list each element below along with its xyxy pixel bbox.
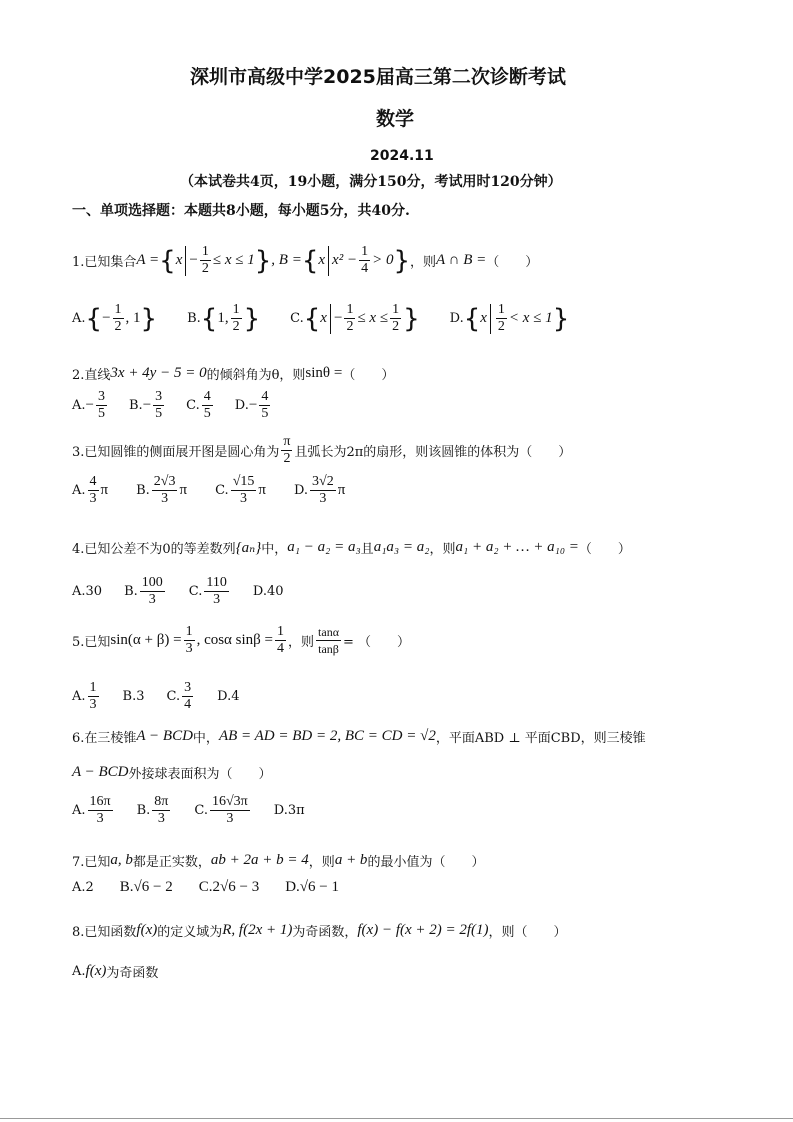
q7-tail: 的最小值为（ ） [367, 855, 485, 870]
q6-line2-pyr: A − BCD [72, 764, 129, 780]
q1-fraction: $\frac{1}{2}$ [201, 244, 209, 276]
q1-opt-c-bar [330, 304, 331, 334]
q1-opt-b-one: 1, [217, 310, 229, 326]
q6-option-d: D.3π [273, 803, 305, 818]
q1-opt-a-open: { [85, 303, 103, 334]
q7-option-b: B.√6 − 2 [119, 879, 173, 895]
q1-opt-d-frac: $\frac{1}{2}$ [497, 302, 505, 334]
q8-prefix: 8.已知函数 [72, 925, 137, 940]
q1-suffix: ，则 [410, 255, 437, 270]
q4-and: 且 [360, 542, 374, 557]
q1-x2: x² − [332, 252, 358, 268]
q4-option-c-frac: $\frac{110}{3}$ [206, 575, 227, 607]
q4-option-b: B. [124, 584, 138, 599]
q7-option-a: A.2 [72, 880, 94, 895]
q3-option-d: D. [293, 483, 309, 498]
q6-mid: 中， [192, 731, 219, 746]
q6-plane: ，平面ABD ⊥ 平面CBD，则三棱锥 [435, 731, 646, 746]
q1-opt-c-x: x [320, 310, 327, 326]
q4-option-c: C. [188, 584, 203, 599]
q6-cond: AB = AD = BD = 2, BC = CD = √2 [218, 728, 436, 744]
q7-then: ，则 [308, 855, 335, 870]
q2-tail: （ ） [342, 368, 395, 383]
q1-opt-a-frac: $\frac{1}{2}$ [114, 302, 122, 334]
q6-option-a: A. [72, 803, 86, 818]
exam-note: （本试卷共4页，19小题，满分150分，考试用时120分钟） [180, 174, 562, 190]
q1-opt-a-one: , 1 [125, 310, 141, 326]
q5-tail: = （ ） [342, 635, 411, 650]
q2-option-c-frac: $\frac{4}{5}$ [203, 389, 211, 421]
q1-option-d-label: D. [449, 311, 464, 326]
q3-option-b-frac: $\frac{2√3}{3}$ [153, 474, 176, 506]
q3-option-a: A. [72, 483, 86, 498]
q4-option-b-frac: $\frac{100}{3}$ [141, 575, 163, 607]
q1-set-b: , B = [271, 252, 302, 268]
q5-then: ，则 [288, 635, 315, 650]
q5-frac1: $\frac{1}{3}$ [185, 624, 193, 656]
q4-options [72, 575, 284, 608]
q1-opt-c-minus: − [333, 310, 343, 326]
q5-cond: sin(α + β) = [110, 632, 182, 648]
q1-brace-open-b: { [301, 245, 319, 276]
q5-option-a: A. [72, 689, 86, 704]
q6-prefix: 6.在三棱锥 [72, 731, 137, 746]
q4-option-a: A.30 [72, 584, 103, 599]
q8-option-a-text: 为奇函数 [106, 966, 159, 981]
q1-opt-b-open: { [200, 303, 218, 334]
q5-prefix: 5.已知 [72, 635, 111, 650]
q2-option-c: C. [186, 398, 200, 413]
q3-option-c-frac: $\frac{√15}{3}$ [232, 474, 255, 506]
q1-opt-d-close: } [552, 303, 570, 334]
q5-cond2: , cosα sinβ = [196, 632, 274, 648]
q1-opt-d-ineq: < x ≤ 1 [508, 310, 553, 326]
exam-subject: 数学 [376, 108, 415, 130]
q1-minus: − [189, 252, 198, 268]
question-3 [72, 434, 571, 467]
question-6-line2 [72, 763, 272, 782]
q1-opt-d-bar [490, 304, 491, 334]
question-5 [72, 624, 410, 657]
q1-intersection: A ∩ B = [436, 252, 487, 268]
q1-bar-b [328, 246, 329, 276]
page-bottom-rule [0, 1118, 793, 1119]
q2-option-b-frac: $\frac{3}{5}$ [155, 389, 163, 421]
q2-option-d: D. [234, 398, 249, 413]
q6-pyr: A − BCD [136, 728, 193, 744]
q1-fraction-b: $\frac{1}{4}$ [361, 244, 369, 276]
q4-option-d: D.40 [252, 584, 284, 599]
q2-options: A. − $\frac{3}{5}$ B. − $\frac{3}{5}$ C. $\frac{4}{5}$ D. − $\frac{4}{5}$ [72, 389, 269, 421]
question-1 [72, 244, 538, 277]
q2-option-a-frac: $\frac{3}{5}$ [98, 389, 105, 421]
q2-option-b: B. [129, 398, 143, 413]
q3-angle: $\frac{\pi}{2}$ [283, 434, 291, 466]
q7-mid: 都是正实数， [132, 855, 211, 870]
q2-option-a: A. [72, 398, 86, 413]
q7-vars: a, b [110, 852, 133, 868]
q1-option-a-label: A. [72, 311, 86, 326]
q1-brace-open: { [159, 245, 176, 276]
q3-option-c: C. [215, 483, 229, 498]
q7-expr: a + b [334, 852, 368, 868]
q1-opt-d-x: x [480, 310, 487, 326]
q1-opt-c-close: } [403, 303, 420, 334]
question-6 [72, 727, 646, 746]
q1-options [72, 302, 569, 335]
q4-seq: {aₙ} [235, 540, 262, 556]
q8-option-a-f: f(x) [85, 963, 107, 979]
q3-option-b: B. [136, 483, 150, 498]
q4-mid: 中， [261, 542, 288, 557]
q6-option-c: C. [194, 803, 208, 818]
q2-option-d-frac: $\frac{4}{5}$ [261, 389, 269, 421]
q7-cond: ab + 2a + b = 4 [210, 852, 309, 868]
q7-option-d: D.√6 − 1 [285, 879, 339, 895]
exam-date: 2024.11 [370, 148, 434, 164]
q6-option-a-frac: $\frac{16\pi}{3}$ [89, 794, 111, 826]
q7-option-c: C.2√6 − 3 [198, 879, 260, 895]
q1-opt-c-frac2: $\frac{1}{2}$ [392, 302, 400, 334]
q1-set-a: A = [136, 252, 160, 268]
q1-prefix: 1.已知集合 [72, 255, 137, 270]
q8-domain: R, f(2x + 1) [222, 922, 293, 938]
q1-gt: > 0 [372, 252, 394, 268]
q1-opt-b-close: } [243, 303, 261, 334]
q1-var-x: x [175, 252, 183, 268]
q2-line-eq: 3x + 4y − 5 = 0 [110, 365, 207, 381]
question-7 [72, 851, 484, 870]
q3-mid: 且弧长为2π的扇形，则该圆锥的体积为（ ） [294, 445, 572, 460]
question-8 [72, 921, 567, 940]
q4-cond1: a₁ − a₂ = a₃ [287, 539, 361, 555]
q1-opt-c-frac1: $\frac{1}{2}$ [346, 302, 354, 334]
q5-option-b: B.3 [122, 689, 145, 704]
q1-opt-a-close: } [140, 303, 158, 334]
q6-options [72, 794, 305, 827]
q1-ineq: ≤ x ≤ 1 [212, 252, 255, 268]
q4-sum: a₁ + a₂ + … + a₁₀ = [455, 539, 579, 555]
question-4 [72, 538, 631, 557]
q1-option-b-label: B. [187, 311, 201, 326]
q5-frac2: $\frac{1}{4}$ [277, 624, 285, 656]
q8-odd: 为奇函数， [292, 925, 358, 940]
q3-option-a-frac: $\frac{4}{3}$ [89, 474, 97, 506]
q3-options: A. $\frac{4}{3}$ π B. $\frac{2√3}{3}$ π C. $\frac{√15}{3}$ π D. $\frac{3√2}{3}$ π [72, 474, 346, 506]
q1-option-c-label: C. [290, 311, 304, 326]
q1-opt-b-frac: $\frac{1}{2}$ [232, 302, 240, 334]
q5-ratio: $\frac{\tan\alpha}{\tan\beta}$ [318, 625, 339, 656]
section-heading: 一、单项选择题：本题共8小题，每小题5分，共40分. [72, 203, 410, 219]
q4-then: ，则 [429, 542, 456, 557]
q1-brace-close: } [254, 245, 272, 276]
q5-options [72, 680, 240, 713]
q7-options [72, 879, 339, 896]
q1-opt-c-ineq: ≤ x ≤ [357, 310, 389, 326]
q4-tail: （ ） [578, 542, 631, 557]
q1-opt-c-open: { [303, 303, 321, 334]
q7-prefix: 7.已知 [72, 855, 111, 870]
q4-prefix: 4.已知公差不为0的等差数列 [72, 542, 236, 557]
q8-mid: 的定义域为 [157, 925, 223, 940]
q2-sin: sinθ = [305, 365, 343, 381]
q8-f: f(x) [136, 922, 158, 938]
q5-option-a-frac: $\frac{1}{3}$ [89, 680, 97, 712]
question-2 [72, 364, 394, 383]
q1-brace-close-b: } [393, 245, 410, 276]
q2-mid: 的倾斜角为θ，则 [206, 368, 306, 383]
q3-prefix: 3.已知圆锥的侧面展开图是圆心角为 [72, 445, 280, 460]
q5-option-d: D.4 [217, 689, 240, 704]
q5-option-c: C. [166, 689, 181, 704]
q8-option-a: A. [72, 964, 86, 979]
q8-option-a-row [72, 962, 158, 981]
q8-cond: f(x) − f(x + 2) = 2f(1) [357, 922, 489, 938]
q1-var-x2: x [318, 252, 326, 268]
q8-tail: ，则（ ） [488, 925, 567, 940]
q1-opt-d-open: { [463, 303, 481, 334]
q6-option-c-frac: $\frac{16√3\pi}{3}$ [212, 794, 248, 826]
q6-option-b-frac: $\frac{8\pi}{3}$ [154, 794, 169, 826]
q6-option-b: B. [136, 803, 151, 818]
q1-bar [185, 246, 186, 276]
q2-prefix: 2.直线 [72, 368, 111, 383]
q4-cond2: a₁a₃ = a₂ [373, 539, 430, 555]
q6-line2: 外接球表面积为（ ） [128, 767, 272, 782]
q1-opt-a-minus: − [102, 310, 111, 326]
q1-tail: （ ） [486, 255, 539, 270]
q5-option-c-frac: $\frac{3}{4}$ [184, 680, 192, 712]
q3-option-d-frac: $\frac{3√2}{3}$ [312, 474, 334, 506]
exam-title: 深圳市高级中学2025届高三第二次诊断考试 [190, 66, 566, 88]
